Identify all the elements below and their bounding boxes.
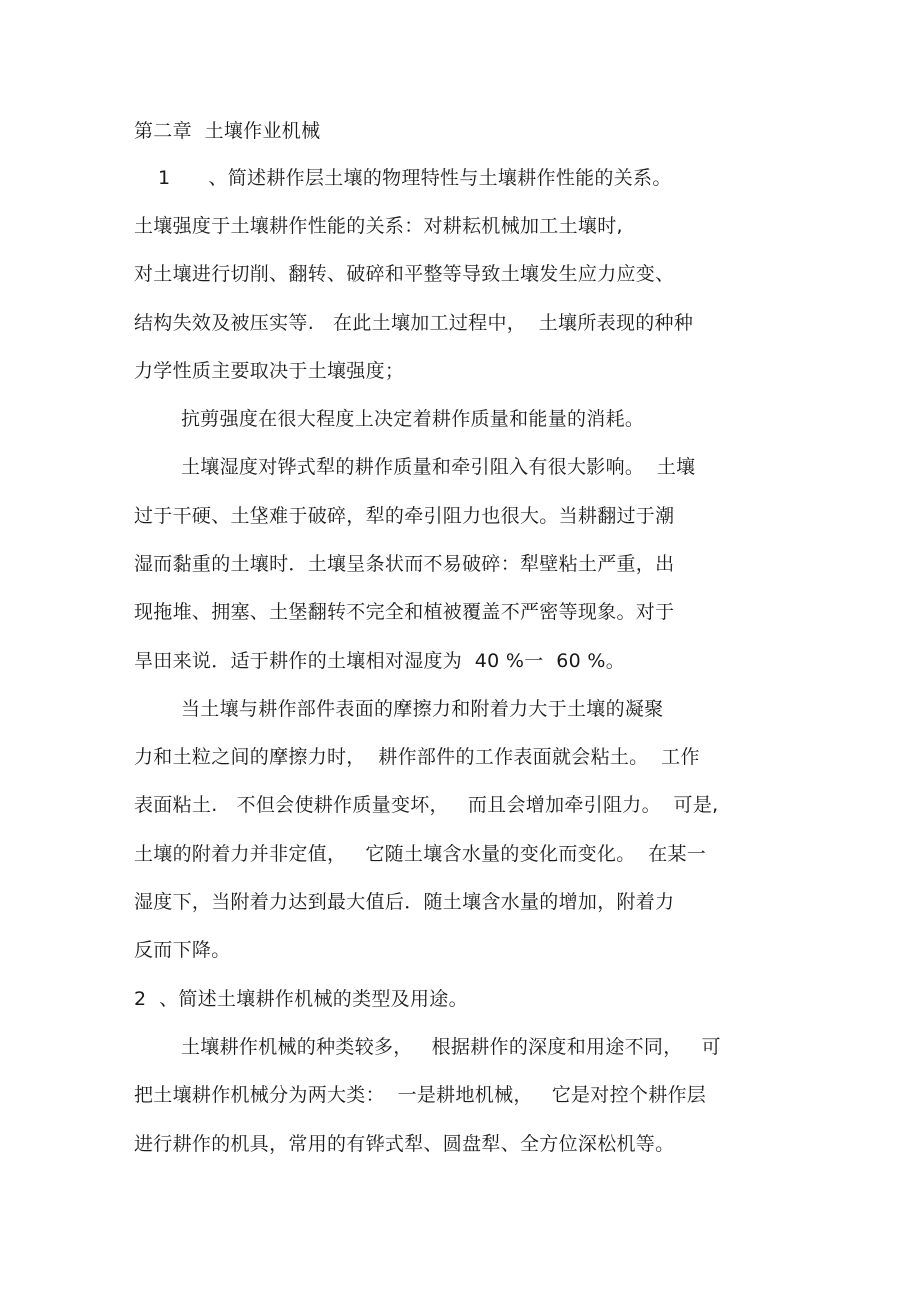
body-line: 把土壤耕作机械分为两大类： 一是耕地机械， 它是对控个耕作层 <box>134 1084 707 1106</box>
body-line: 旱田来说．适于耕作的土壤相对湿度为 40 %一 60 %。 <box>134 650 625 672</box>
body-line: 力和土粒之间的摩擦力时， 耕作部件的工作表面就会粘土。 工作 <box>134 746 700 768</box>
body-line: 土壤强度于土壤耕作性能的关系：对耕耘机械加工土壤时, <box>134 215 623 237</box>
body-line: 表面粘土. 不但会使耕作质量变坏， 而且会增加牵引阻力。 可是, <box>134 794 719 816</box>
question-heading-1: 1 、简述耕作层土壤的物理特性与土壤耕作性能的关系。 <box>158 167 672 189</box>
body-line: 土壤湿度对铧式犁的耕作质量和牵引阻入有很大影响。 土壤 <box>181 456 696 478</box>
body-line: 土壤耕作机械的种类较多， 根据耕作的深度和用途不同， 可 <box>181 1036 721 1058</box>
body-line: 力学性质主要取决于土壤强度； <box>134 360 405 382</box>
question-heading-2: 2 、简述土壤耕作机械的类型及用途。 <box>134 988 468 1010</box>
body-line: 过于干硬、土垡难于破碎，犁的牵引阻力也很大。当耕翻过于潮 <box>134 505 675 527</box>
body-line: 现拖堆、拥塞、土堡翻转不完全和植被覆盖不严密等现象。对于 <box>134 601 675 623</box>
body-line: 结构失效及被压实等. 在此土壤加工过程中， 土壤所表现的种种 <box>134 312 694 334</box>
body-line: 土壤的附着力并非定值， 它随土壤含水量的变化而变化。 在某一 <box>134 843 707 865</box>
body-line: 湿而黏重的土壤时．土壤呈条状而不易破碎：犁壁粘土严重，出 <box>134 553 675 575</box>
body-line: 湿度下，当附着力达到最大值后．随土壤含水量的增加，附着力 <box>134 891 675 913</box>
body-line: 抗剪强度在很大程度上决定着耕作质量和能量的消耗。 <box>181 408 645 430</box>
body-line: 当土壤与耕作部件表面的摩擦力和附着力大于土壤的凝聚 <box>181 698 664 720</box>
body-line: 对土壤进行切削、翻转、破碎和平整等导致土壤发生应力应变、 <box>134 263 675 285</box>
body-line: 进行耕作的机具，常用的有铧式犁、圆盘犁、全方位深松机等。 <box>134 1133 675 1155</box>
chapter-title: 第二章 土壤作业机械 <box>134 120 321 142</box>
body-line: 反而下降。 <box>134 939 231 961</box>
